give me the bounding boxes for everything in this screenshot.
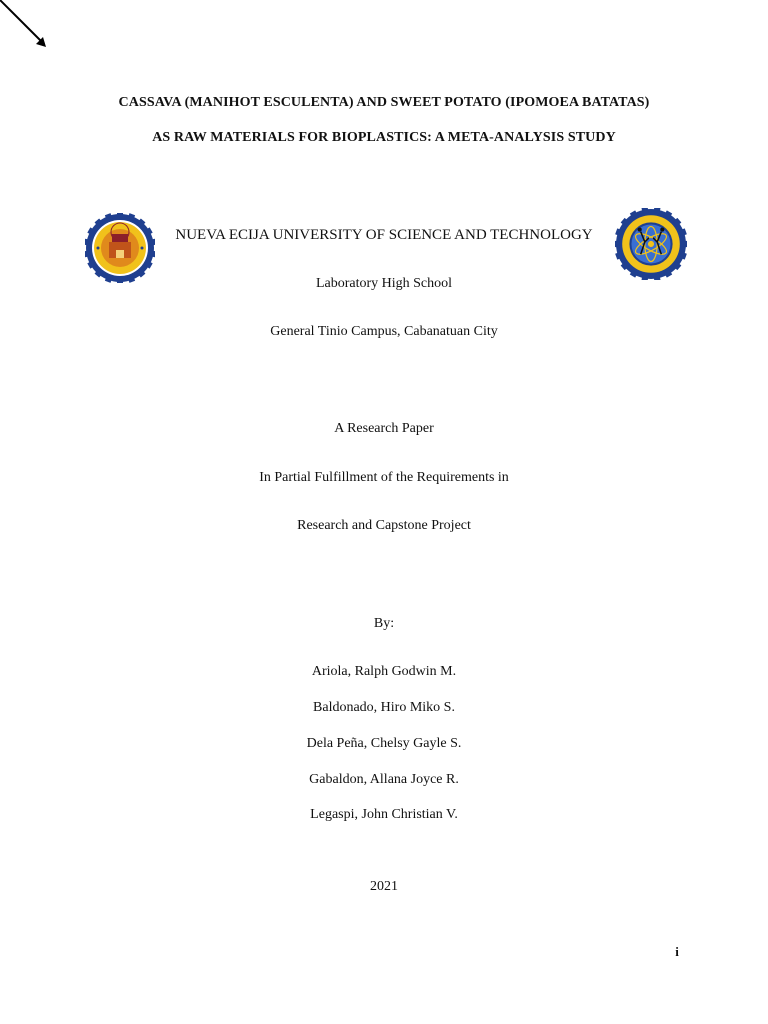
campus-location: General Tinio Campus, Cabanatuan City (270, 324, 498, 339)
laboratory-high-school-seal-icon (615, 208, 687, 280)
author-name: Ariola, Ralph Godwin M. (311, 664, 457, 679)
course-name: Research and Capstone Project (297, 518, 471, 533)
author-name: Legaspi, John Christian V. (310, 807, 458, 822)
university-name: NUEVA ECIJA UNIVERSITY OF SCIENCE AND TECHNOLOGY (175, 227, 593, 243)
author-name: Dela Peña, Chelsy Gayle S. (306, 736, 462, 751)
author-name: Gabaldon, Allana Joyce R. (309, 772, 459, 787)
paper-title-line-1: CASSAVA (MANIHOT ESCULENTA) AND SWEET POTATO (IPOMOEA BATATAS) (118, 95, 650, 110)
paper-title-line-2: AS RAW MATERIALS FOR BIOPLASTICS: A META-ANALYSIS STUDY (152, 130, 616, 145)
paper-type: A Research Paper (334, 421, 434, 436)
fulfillment-statement: In Partial Fulfillment of the Requirements in (259, 470, 509, 485)
page-number: i (675, 944, 679, 959)
author-name: Baldonado, Hiro Miko S. (313, 700, 455, 715)
school-name: Laboratory High School (315, 276, 453, 291)
university-seal-icon (85, 213, 155, 283)
authors-label: By: (373, 616, 395, 631)
diagonal-arrow-icon (0, 0, 52, 52)
publication-year: 2021 (370, 879, 398, 894)
